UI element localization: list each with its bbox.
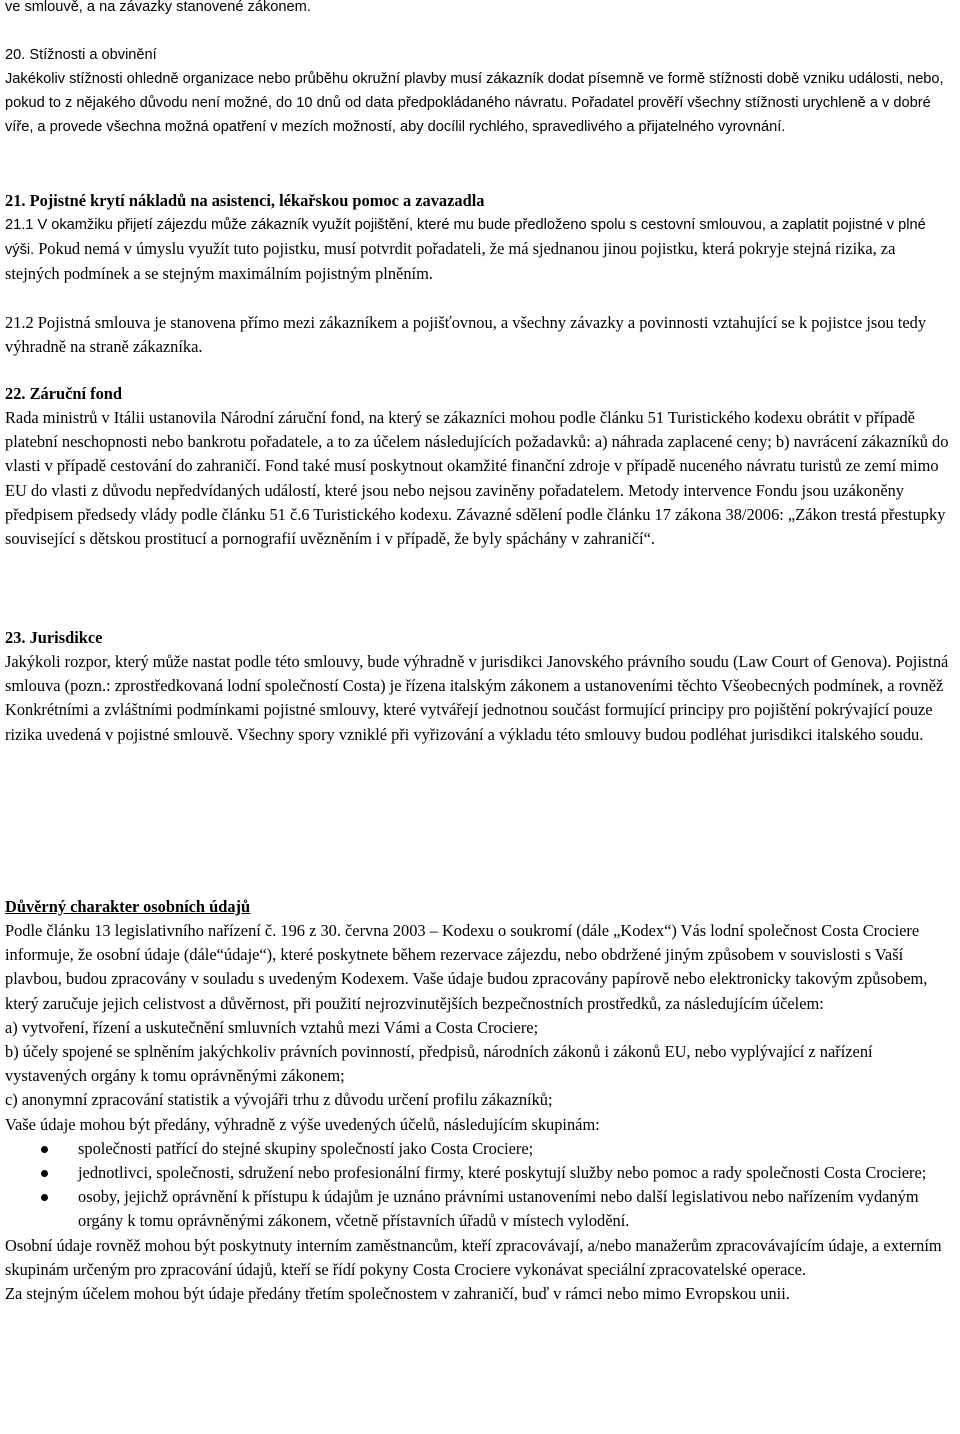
privacy-closing-2: Za stejným účelem mohou být údaje předány třetím společnostem v zahraničí, buď v rámci nebo mimo Evropskou unii. <box>5 1284 790 1304</box>
privacy-transfer-intro: Vaše údaje mohou být předány, výhradně z výše uvedených účelů, následujícím skupinám: <box>5 1114 600 1134</box>
continuation-line: ve smlouvě, a na závazky stanovené zákonem. <box>5 0 311 15</box>
section-20-body: Jakékoliv stížnosti ohledně organizace nebo průběhu okružní plavby musí zákazník dodat písemně ve formě stížnosti době vzniku události, nebo, pokud to z nějakého důvodu není možné, do 10 dnů od data předpokládaného návratu. Pořadatel prověří všechny stížnosti urychleně a v dobré víře, a provede všechna možná opatření v mezích možností, aby docílil rychlého, spravedlivého a přijatelného vyrovnání. <box>5 71 944 135</box>
recipient-list <box>5 1137 953 1234</box>
section-21-paragraph-1 <box>5 213 953 286</box>
privacy-closing-1: Osobní údaje rovněž mohou být poskytnuty interním zaměstnancům, kteří zpracovávají, a/nebo manažerům zpracovávajícím údaje, a externím skupinám určeným pro zpracování údajů, kteří se řídí pokyny Costa Crociere vykonávat speciální zpracovatelské operace. <box>5 1235 942 1279</box>
section-23-heading: 23. Jurisdikce <box>5 628 103 647</box>
section-22-heading: 22. Záruční fond <box>5 384 123 403</box>
privacy-intro: Podle článku 13 legislativního nařízení č. 196 z 30. června 2003 – Kodexu o soukromí (dále „Kodex“) Vás lodní společnost Costa Crociere informuje, že osobní údaje (dále“údaje“), které poskytnete během rezervace zájezdu, nebo obdržené jiným způsobem v souvislosti s Vaší plavbou, budou zpracovány v souladu s uvedeným Kodexem. Vaše údaje budou zpracovány papírově nebo elektronicky takovým způsobem, který zaručuje jejich celistvost a důvěrnost, při použití nejrozvinutějších bezpečnostních prostředků, za následujícím účelem: <box>5 921 928 1013</box>
privacy-purpose-b: b) účely spojené se splněním jakýchkoliv právních povinností, předpisů, národních zákonů i zákonů EU, nebo vyplývající z nařízení vystavených orgány k tomu oprávněnými zákonem; <box>5 1042 873 1086</box>
privacy-heading: Důvěrný charakter osobních údajů <box>5 897 251 916</box>
section-21-1-continuation: Pokud nemá v úmyslu využít tuto pojistku, musí potvrdit pořadateli, že má sjednanou jinou pojistku, která pokryje stejná rizika, za stejných podmínek a se stejným maximálním pojistným plněním. <box>5 239 896 283</box>
privacy-body <box>5 919 953 1306</box>
privacy-purpose-c: c) anonymní zpracování statistik a vývojáři trhu z důvodu určení profilu zákazníků; <box>5 1090 553 1110</box>
section-23-body: Jakýkoli rozpor, který může nastat podle této smlouvy, bude výhradně v jurisdikci Janovského právního soudu (Law Court of Genova). Pojistná smlouva (pozn.: zprostředkovaná lodní společností Costa) je řízena italským zákonem a ustanoveními těchto Všeobecných podmínek, a rovněž Konkrétními a zvláštními podmínkami pojistné smlouvy, které vytvářejí jednotnou součást formující principy pro pojištění pokrývající pouze rizika uvedená v pojistné smlouvě. Všechny spory vzniklé při vyřizování a výkladu této smlouvy budou podléhat jurisdikci italského soudu. <box>5 652 949 744</box>
list-item: osoby, jejichž oprávnění k přístupu k údajům je uznáno právními ustanoveními nebo další legislativou nebo nařízením vydaným orgány k tomu oprávněnými zákonem, včetně přístavních úřadů v místech vylodění. <box>5 1185 953 1233</box>
section-21-paragraph-2: 21.2 Pojistná smlouva je stanovena přímo mezi zákazníkem a pojišťovnou, a všechny závazky a povinnosti vztahující se k pojistce jsou tedy výhradně na straně zákazníka. <box>5 313 927 357</box>
list-item: společnosti patřící do stejné skupiny společností jako Costa Crociere; <box>5 1137 953 1161</box>
privacy-purpose-a: a) vytvoření, řízení a uskutečnění smluvních vztahů mezi Vámi a Costa Crociere; <box>5 1017 539 1037</box>
list-item: jednotlivci, společnosti, sdružení nebo profesionální firmy, které poskytují služby nebo pomoc a rady společnosti Costa Crociere; <box>5 1161 953 1185</box>
section-20-heading: 20. Stížnosti a obvinění <box>5 47 157 63</box>
section-21-1-text: 21.1 V okamžiku přijetí zájezdu může zákazník využít pojištění, které mu bude předloženo spolu s cestovní smlouvou, a zaplatit pojistné v plné výši. <box>5 217 926 258</box>
section-22-body: Rada ministrů v Itálii ustanovila Národní záruční fond, na který se zákazníci mohou podle článku 51 Turistického kodexu obrátit v případě platební neschopnosti nebo bankrotu pořadatele, a to za účelem následujících požadavků: a) náhrada zaplacené ceny; b) navrácení zákazníků do vlasti v případě cestování do zahraničí. Fond také musí poskytnout okamžité finanční zdroje v případě nuceného návratu turistů ze zemí mimo EU do vlasti z důvodu nepředvídaných událostí, které jsou nebo nejsou zaviněny pořadatelem. Metody intervence Fondu jsou uzákoněny předpisem předsedy vlády podle článku 51 č.6 Turistického kodexu. Závazné sdělení podle článku 17 zákona 38/2006: „Zákon trestá přestupky související s dětskou prostitucí a pornografií uvězněním i v případě, že byly spáchány v zahraničí“. <box>5 408 949 549</box>
section-21-heading: 21. Pojistné krytí nákladů na asistenci, lékařskou pomoc a zavazadla <box>5 191 485 210</box>
